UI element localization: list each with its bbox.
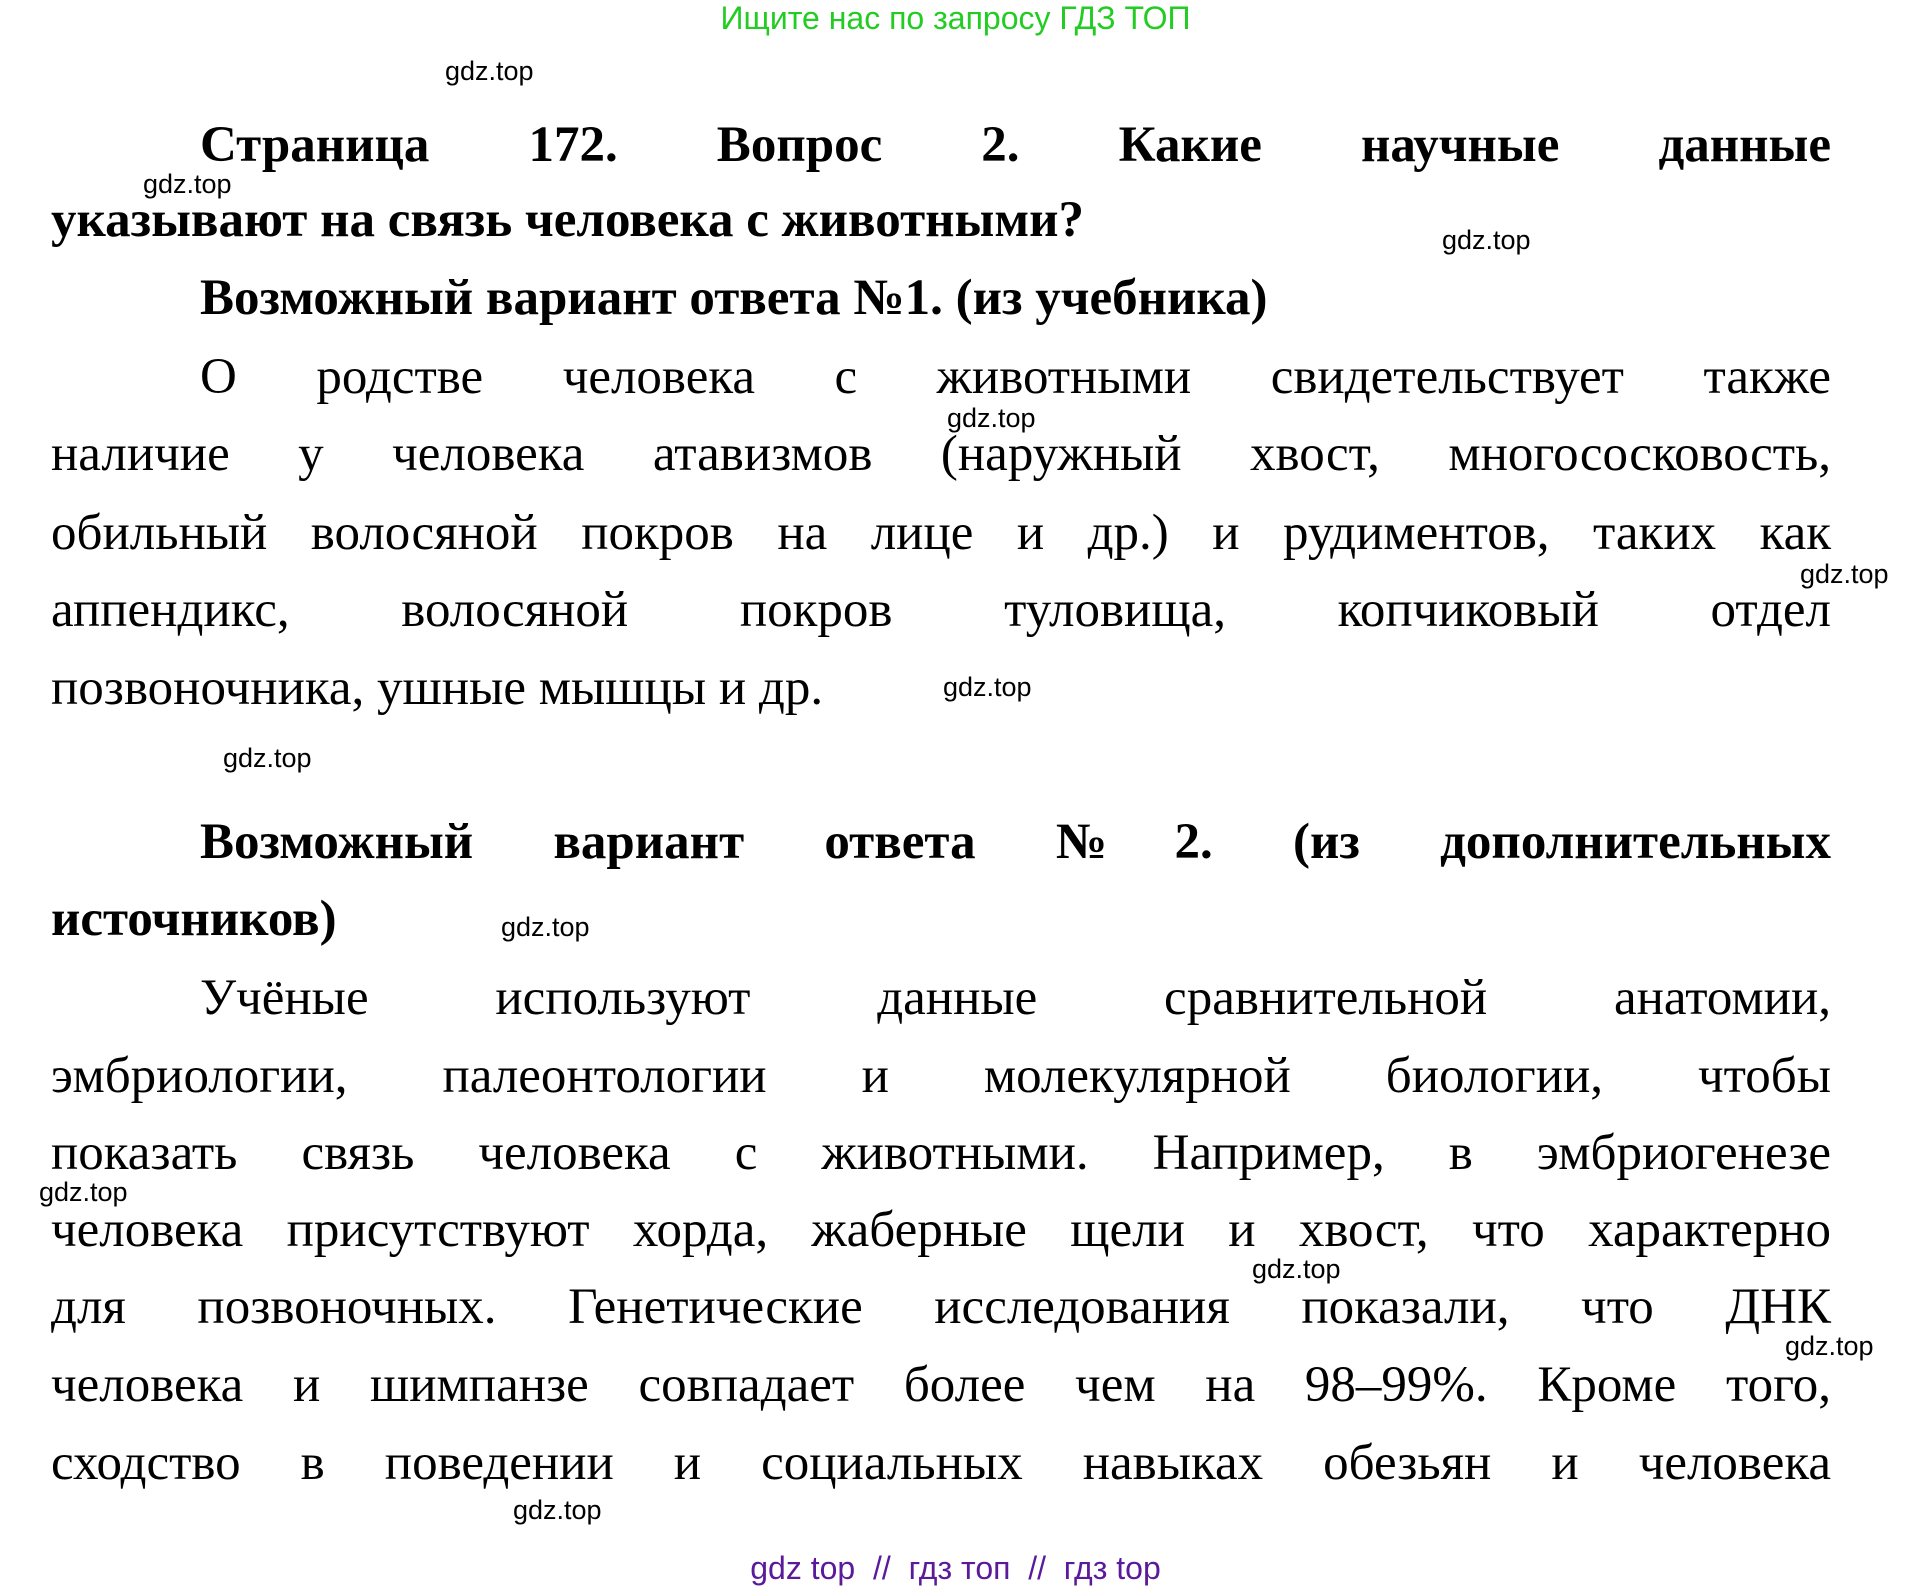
search-banner: Ищите нас по запросу ГДЗ ТОП	[720, 0, 1191, 36]
question-title-line-1: Страница 172. Вопрос 2. Какие научные данные	[200, 117, 1831, 173]
watermark: gdz.top	[501, 912, 590, 942]
answer-2-line: человека присутствуют хорда, жаберные щели и хвост, что характерно	[51, 1202, 1831, 1258]
watermark: gdz.top	[445, 56, 534, 86]
answer-1-heading: Возможный вариант ответа №1. (из учебника)	[200, 270, 1268, 326]
answer-1-line: наличие у человека атавизмов (наружный хвост, многососковость,	[51, 426, 1831, 482]
footer-links: gdz top // гдз топ // гдз top	[750, 1550, 1161, 1586]
watermark: gdz.top	[513, 1495, 602, 1525]
watermark: gdz.top	[943, 672, 1032, 702]
answer-1-line: О родстве человека с животными свидетельствует также	[200, 349, 1831, 405]
watermark: gdz.top	[1442, 225, 1531, 255]
watermark: gdz.top	[223, 743, 312, 773]
answer-1-line: аппендикс, волосяной покров туловища, копчиковый отдел	[51, 582, 1831, 638]
watermark: gdz.top	[143, 169, 232, 199]
answer-2-heading-line-1: Возможный вариант ответа №2. (из дополнительных	[200, 814, 1831, 870]
answer-2-line: эмбриологии, палеонтологии и молекулярной биологии, чтобы	[51, 1048, 1831, 1104]
watermark: gdz.top	[1252, 1254, 1341, 1284]
answer-2-line: Учёные используют данные сравнительной анатомии,	[200, 970, 1831, 1026]
question-title-line-2: указывают на связь человека с животными?	[51, 192, 1084, 248]
answer-2-line: сходство в поведении и социальных навыках обезьян и человека	[51, 1435, 1831, 1491]
watermark: gdz.top	[39, 1177, 128, 1207]
answer-2-line: показать связь человека с животными. Например, в эмбриогенезе	[51, 1125, 1831, 1181]
answer-2-line: человека и шимпанзе совпадает более чем на 98–99%. Кроме того,	[51, 1357, 1831, 1413]
watermark: gdz.top	[947, 403, 1036, 433]
watermark: gdz.top	[1800, 559, 1889, 589]
watermark: gdz.top	[1785, 1331, 1874, 1361]
answer-2-heading-line-2: источников)	[51, 891, 337, 947]
answer-1-line: позвоночника, ушные мышцы и др.	[51, 660, 824, 716]
answer-1-line: обильный волосяной покров на лице и др.) и рудиментов, таких как	[51, 505, 1831, 561]
answer-2-line: для позвоночных. Генетические исследования показали, что ДНК	[51, 1279, 1831, 1335]
